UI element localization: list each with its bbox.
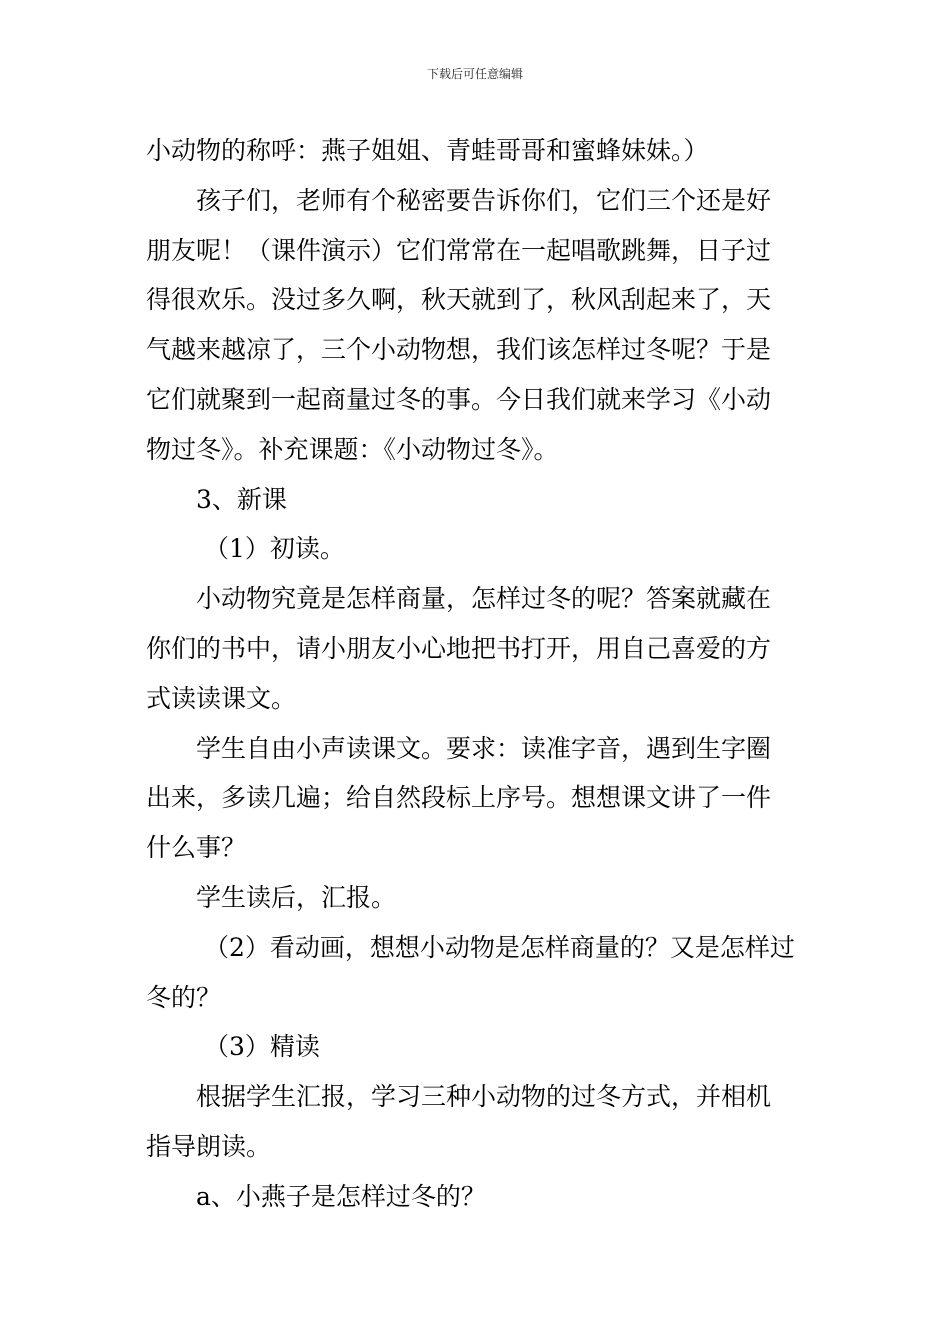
text-line: 式读读课文。 [146,683,297,713]
page-header: 下载后可任意编辑 [426,67,523,81]
document-body [146,126,808,1222]
text-line: a、小燕子是怎样过冬的？ [196,1181,486,1211]
subsection-heading: （2）看动画，想想小动物是怎样商量的？又是怎样过 [204,932,795,962]
text-line: 孩子们，老师有个秘密要告诉你们，它们三个还是好 [196,185,772,215]
text-line: 小动物的称呼：燕子姐姐、青蛙哥哥和蜜蜂妹妹。） [146,136,709,165]
text-line: 根据学生汇报，学习三种小动物的过冬方式，并相机 [196,1082,772,1112]
text-line: 学生自由小声读课文。要求：读准字音，遇到生字圈 [196,733,772,763]
text-line: 得很欢乐。没过多久啊，秋天就到了，秋风刮起来了，天 [146,285,772,315]
text-line: 冬的？ [146,982,222,1012]
text-line: 它们就聚到一起商量过冬的事。今日我们就来学习《小动 [146,384,772,414]
text-line: 你们的书中，请小朋友小心地把书打开，用自己喜爱的方 [146,633,772,663]
text-line: 什么事？ [146,833,247,863]
text-line: 气越来越凉了，三个小动物想，我们该怎样过冬呢？于是 [146,335,772,365]
section-heading: 3、新课 [196,484,287,514]
text-line: 朋友呢！（课件演示）它们常常在一起唱歌跳舞，日子过 [146,235,772,265]
text-line: 出来，多读几遍；给自然段标上序号。想想课文讲了一件 [146,783,772,813]
subsection-heading: （3）精读 [204,1032,320,1062]
text-line: 小动物究竟是怎样商量，怎样过冬的呢？答案就藏在 [196,584,772,614]
text-line: 学生读后，汇报。 [196,882,397,912]
text-line: 指导朗读。 [146,1131,272,1161]
text-line: 物过冬》。补充课题：《小动物过冬》。 [146,434,559,464]
subsection-heading: （1）初读。 [204,534,345,564]
